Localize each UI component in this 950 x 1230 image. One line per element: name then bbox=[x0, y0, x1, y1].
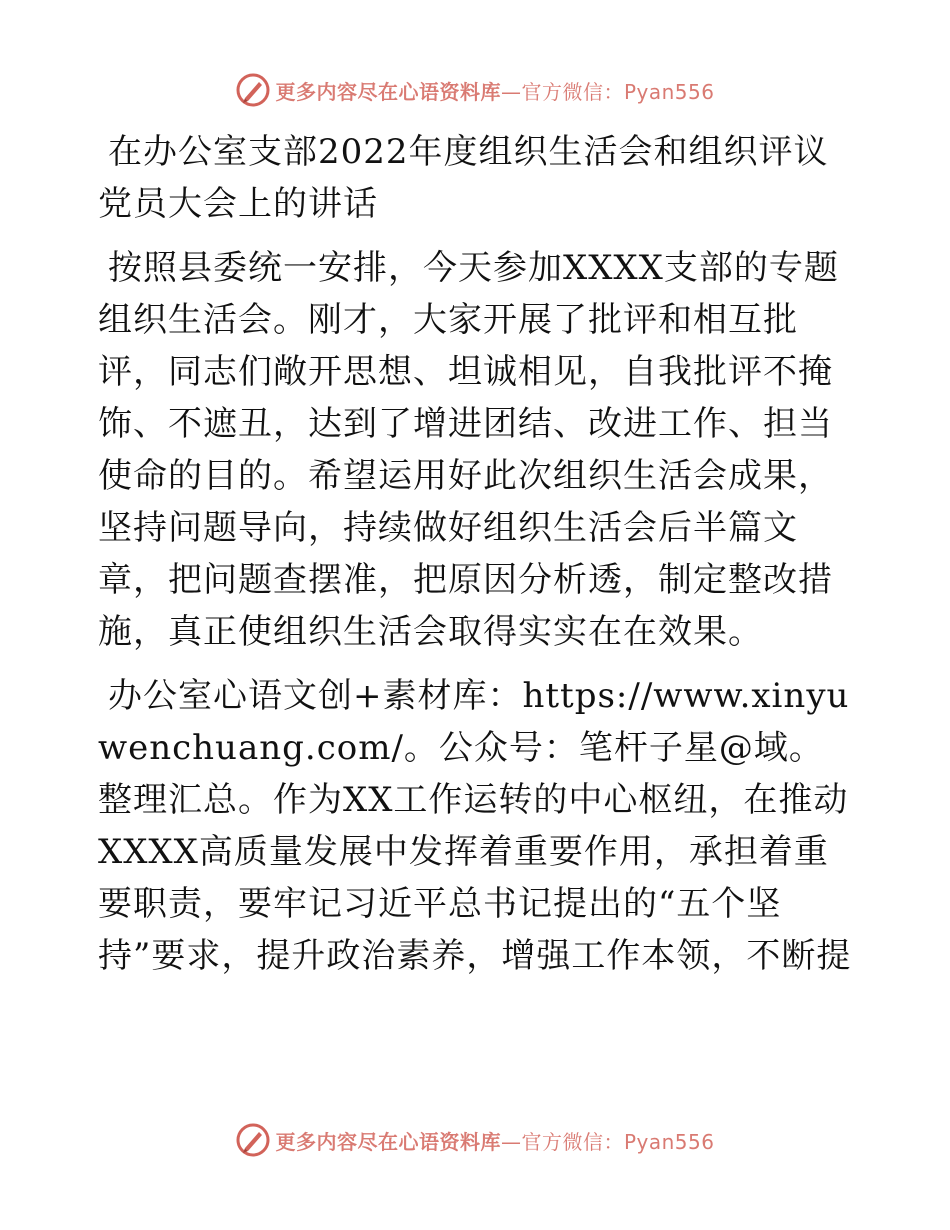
watermark-text bbox=[275, 1126, 714, 1155]
watermark-sep: — bbox=[500, 1129, 522, 1154]
watermark-wechat: 官方微信：Pyan556 bbox=[521, 1129, 715, 1154]
watermark-sep: — bbox=[500, 79, 522, 104]
watermark-main: 更多内容尽在心语资料库 bbox=[275, 1129, 501, 1154]
paragraph-2: 办公室心语文创+素材库：https://www.xinyuwenchuang.com/。公众号：笔杆子星@域。整理汇总。作为XX工作运转的中心枢纽，在推动XXXX高质量发展中发挥着重要作用，承担着重要职责，要牢记习近平总书记提出的“五个坚持”要求，提升政治素养，增强工作本领，不断提 bbox=[98, 676, 852, 976]
watermark-main: 更多内容尽在心语资料库 bbox=[275, 79, 501, 104]
document-title: 在办公室支部2022年度组织生活会和组织评议党员大会上的讲话 bbox=[98, 132, 829, 224]
pen-logo-icon bbox=[235, 72, 271, 108]
paragraph-1: 按照县委统一安排，今天参加XXXX支部的专题组织生活会。刚才，大家开展了批评和相互批评，同志们敞开思想、坦诚相见，自我批评不掩饰、不遮丑，达到了增进团结、改进工作、担当使命的目的。希望运用好此次组织生活会成果，坚持问题导向，持续做好组织生活会后半篇文章，把问题查摆准，把原因分析透，制定整改措施，真正使组织生活会取得实实在在效果。 bbox=[98, 248, 839, 652]
footer-watermark bbox=[0, 1120, 950, 1160]
watermark-text bbox=[275, 76, 714, 105]
pen-logo-icon bbox=[235, 1122, 271, 1158]
watermark-wechat: 官方微信：Pyan556 bbox=[521, 79, 715, 104]
header-watermark bbox=[0, 70, 950, 110]
document-body bbox=[98, 126, 858, 994]
